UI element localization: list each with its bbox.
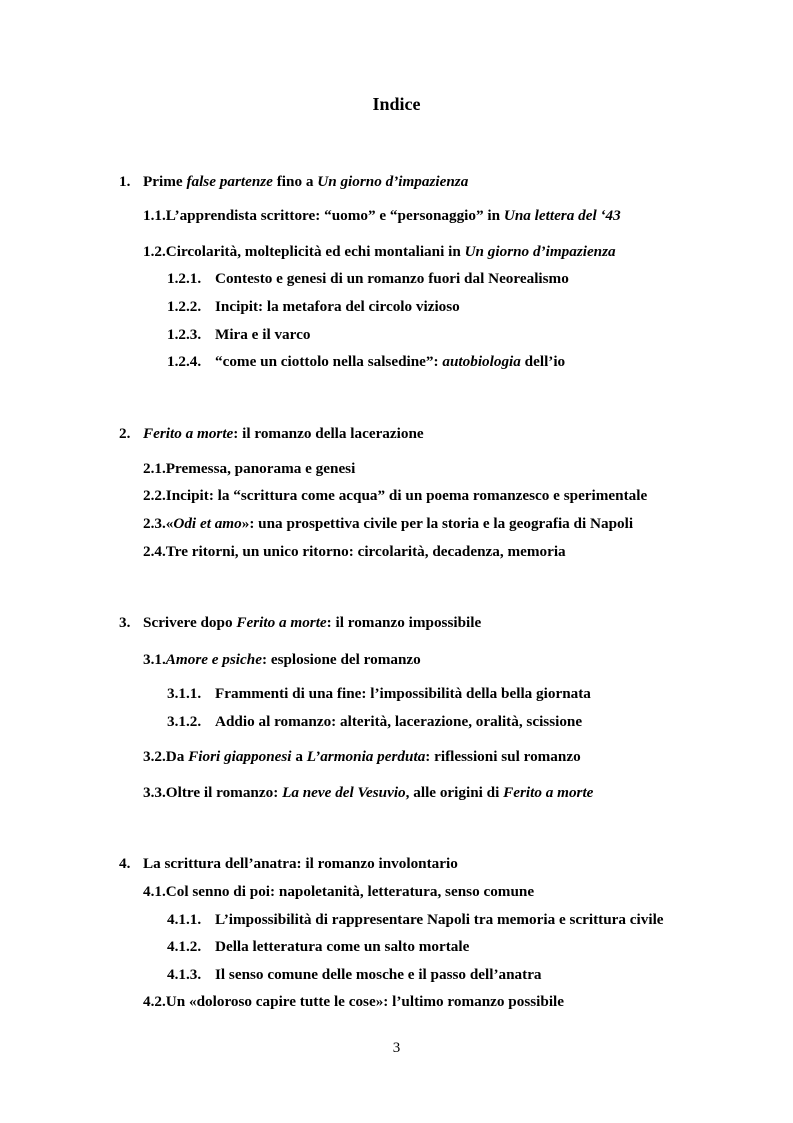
toc-subsection-3-1-2: 3.1.2. Addio al romanzo: alterità, lacerazione, oralità, scissione [167,713,583,730]
page-number: 3 [392,1040,401,1056]
toc-number: 2.4. [143,543,166,560]
toc-section-3-1: 3.1.Amore e psiche: esplosione del romanzo [143,651,421,668]
toc-subsection-1-2-3: 1.2.3. Mira e il varco [167,326,311,343]
toc-number: 3. [119,614,131,631]
toc-section-1-1: 1.1.L’apprendista scrittore: “uomo” e “personaggio” in Una lettera del ‘43 [143,207,621,224]
toc-number: 2.1. [143,460,166,477]
toc-number: 4.1.3. [167,966,202,983]
toc-number: 1.2.1. [167,270,202,287]
toc-subsection-1-2-4: 1.2.4. “come un ciottolo nella salsedine”: autobiologia dell’io [167,353,566,370]
toc-section-3-3: 3.3.Oltre il romanzo: La neve del Vesuvio, alle origini di Ferito a morte [143,784,594,801]
page-title: Indice [372,94,421,114]
toc-number: 1. [119,173,131,190]
toc-number: 2.3. [143,515,166,532]
toc-number: 4.1.2. [167,938,202,955]
toc-section-2-1: 2.1.Premessa, panorama e genesi [143,460,356,477]
toc-subsection-4-1-3: 4.1.3. Il senso comune delle mosche e il passo dell’anatra [167,966,542,983]
toc-number: 3.3. [143,784,166,801]
toc-section-2-4: 2.4.Tre ritorni, un unico ritorno: circolarità, decadenza, memoria [143,543,566,560]
toc-subsection-1-2-2: 1.2.2. Incipit: la metafora del circolo vizioso [167,298,460,315]
toc-section-3-2: 3.2.Da Fiori giapponesi a L’armonia perduta: riflessioni sul romanzo [143,748,581,765]
toc-section-2-3: 2.3.«Odi et amo»: una prospettiva civile per la storia e la geografia di Napoli [143,515,634,532]
toc-chapter-1: 1. Prime false partenze fino a Un giorno d’impazienza [119,173,469,190]
toc-section-4-2: 4.2.Un «doloroso capire tutte le cose»: l’ultimo romanzo possibile [143,993,565,1010]
toc-subsection-1-2-1: 1.2.1. Contesto e genesi di un romanzo fuori dal Neorealismo [167,270,569,287]
toc-number: 4.1.1. [167,911,202,928]
toc-number: 4.2. [143,993,166,1010]
toc-number: 4.1. [143,883,166,900]
toc-number: 3.1.1. [167,685,202,702]
toc-number: 2. [119,425,131,442]
toc-subsection-3-1-1: 3.1.1. Frammenti di una fine: l’impossibilità della bella giornata [167,685,591,702]
toc-number: 3.1.2. [167,713,202,730]
toc-section-2-2: 2.2.Incipit: la “scrittura come acqua” di un poema romanzesco e sperimentale [143,487,648,504]
toc-subsection-4-1-2: 4.1.2. Della letteratura come un salto mortale [167,938,470,955]
toc-chapter-2: 2. Ferito a morte: il romanzo della lacerazione [119,425,424,442]
toc-number: 4. [119,855,131,872]
toc-section-1-2: 1.2.Circolarità, molteplicità ed echi montaliani in Un giorno d’impazienza [143,243,616,260]
toc-number: 1.2.3. [167,326,202,343]
toc-number: 2.2. [143,487,166,504]
toc-chapter-3: 3. Scrivere dopo Ferito a morte: il romanzo impossibile [119,614,482,631]
toc-chapter-4: 4. La scrittura dell’anatra: il romanzo involontario [119,855,458,872]
toc-section-4-1: 4.1.Col senno di poi: napoletanità, letteratura, senso comune [143,883,535,900]
toc-number: 3.2. [143,748,166,765]
toc-number: 3.1. [143,651,166,668]
toc-number: 1.2.2. [167,298,202,315]
toc-number: 1.2. [143,243,166,260]
toc-number: 1.1. [143,207,166,224]
toc-subsection-4-1-1: 4.1.1. L’impossibilità di rappresentare Napoli tra memoria e scrittura civile [167,911,664,928]
toc-number: 1.2.4. [167,353,202,370]
